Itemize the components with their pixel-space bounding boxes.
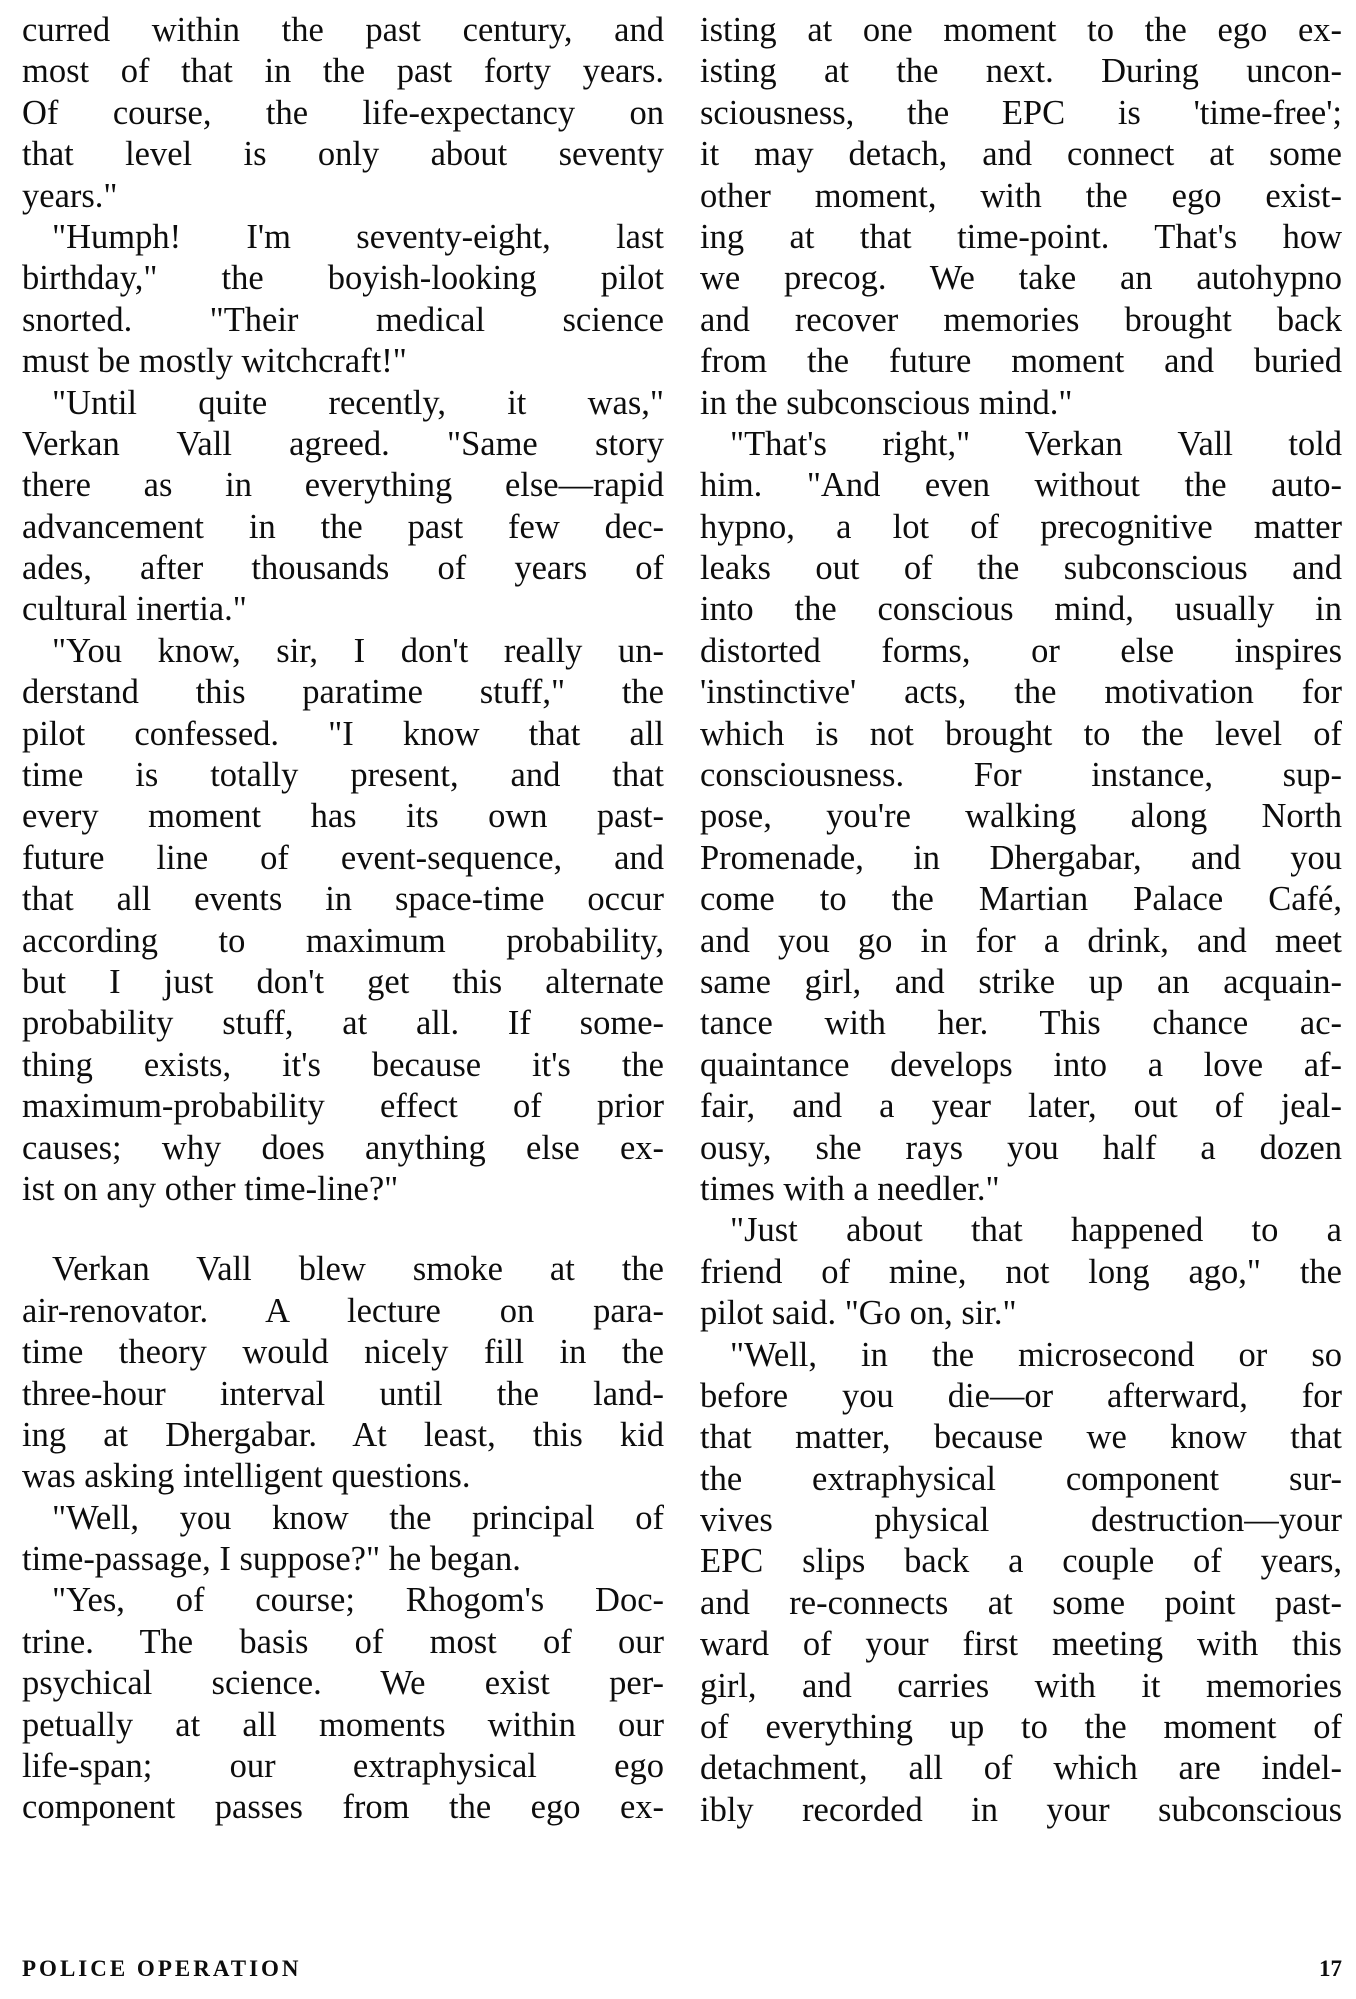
- text-line: according to maximum probability,: [22, 921, 664, 960]
- text-line: it may detach, and connect at some: [700, 135, 1342, 174]
- text-line: psychical science. We exist per-: [22, 1664, 664, 1703]
- text-block: [22, 1249, 664, 1828]
- text-line: causes; why does anything else ex-: [22, 1128, 664, 1167]
- text-line: Verkan Vall blew smoke at the: [52, 1250, 664, 1289]
- page-number: 17: [1319, 1956, 1342, 1981]
- text-line: birthday," the boyish-looking pilot: [22, 259, 664, 298]
- text-column-left: [22, 10, 664, 1829]
- text-line: advancement in the past few dec-: [22, 507, 664, 546]
- text-line: from the future moment and buried: [700, 342, 1342, 381]
- text-line: EPC slips back a couple of years,: [700, 1542, 1342, 1581]
- text-line: hypno, a lot of precognitive matter: [700, 507, 1342, 546]
- text-line: was asking intelligent questions.: [22, 1457, 471, 1496]
- text-line: ing at that time-point. That's how: [700, 217, 1342, 256]
- text-line: curred within the past century, and: [22, 11, 664, 49]
- text-line: there as in everything else—rapid: [22, 466, 664, 505]
- text-line: and recover memories brought back: [700, 300, 1342, 339]
- text-line: we precog. We take an autohypno: [700, 259, 1342, 298]
- text-line: Of course, the life-expectancy on: [22, 93, 664, 132]
- text-line: cultural inertia.": [22, 590, 247, 629]
- text-block: [700, 10, 1342, 1831]
- text-line: most of that in the past forty years.: [22, 52, 664, 91]
- text-line: time-passage, I suppose?" he began.: [22, 1540, 521, 1579]
- text-line: him. "And even without the auto-: [700, 466, 1342, 505]
- text-line: times with a needler.": [700, 1169, 1000, 1208]
- text-block: [22, 10, 664, 1210]
- text-line: maximum-probability effect of prior: [22, 1087, 664, 1126]
- text-line: must be mostly witchcraft!": [22, 342, 407, 381]
- text-line: three-hour interval until the land-: [22, 1374, 664, 1413]
- text-line: and you go in for a drink, and meet: [700, 921, 1342, 960]
- text-line: tance with her. This chance ac-: [700, 1004, 1342, 1043]
- text-line: air-renovator. A lecture on para-: [22, 1291, 664, 1330]
- text-line: pilot confessed. "I know that all: [22, 714, 664, 753]
- text-line: detachment, all of which are indel-: [700, 1749, 1342, 1788]
- running-head: POLICE OPERATION: [22, 1956, 302, 1981]
- text-line: component passes from the ego ex-: [22, 1788, 664, 1827]
- text-line: same girl, and strike up an acquain-: [700, 962, 1342, 1001]
- text-line: the extraphysical component sur-: [700, 1459, 1342, 1498]
- text-line: vives physical destruction—your: [700, 1501, 1342, 1540]
- text-line: Promenade, in Dhergabar, and you: [700, 838, 1342, 877]
- text-line: probability stuff, at all. If some-: [22, 1004, 664, 1043]
- text-line: "Yes, of course; Rhogom's Doc-: [52, 1581, 664, 1620]
- text-line: before you die—or afterward, for: [700, 1376, 1342, 1415]
- text-line: that all events in space-time occur: [22, 880, 664, 919]
- text-line: "Until quite recently, it was,": [52, 383, 664, 422]
- text-line: snorted. "Their medical science: [22, 300, 664, 339]
- text-line: come to the Martian Palace Café,: [700, 880, 1342, 919]
- text-line: that level is only about seventy: [22, 135, 664, 174]
- text-line: petually at all moments within our: [22, 1705, 664, 1744]
- text-line: future line of event-sequence, and: [22, 838, 664, 877]
- text-column-right: [700, 10, 1342, 1831]
- text-line: derstand this paratime stuff," the: [22, 673, 664, 712]
- page-footer: [22, 1956, 1342, 1986]
- text-line: girl, and carries with it memories: [700, 1666, 1342, 1705]
- text-line: ing at Dhergabar. At least, this kid: [22, 1415, 664, 1454]
- text-line: "Well, you know the principal of: [52, 1498, 664, 1537]
- text-line: in the subconscious mind.": [700, 383, 1073, 422]
- text-line: into the conscious mind, usually in: [700, 590, 1342, 629]
- text-line: Verkan Vall agreed. "Same story: [22, 424, 664, 463]
- text-line: friend of mine, not long ago," the: [700, 1252, 1342, 1291]
- text-line: ibly recorded in your subconscious: [700, 1790, 1342, 1829]
- text-line: life-span; our extraphysical ego: [22, 1747, 664, 1786]
- text-line: isting at the next. During uncon-: [700, 52, 1342, 91]
- section-break: [22, 1210, 664, 1249]
- text-line: distorted forms, or else inspires: [700, 631, 1342, 670]
- text-line: "Humph! I'm seventy-eight, last: [52, 217, 664, 256]
- text-line: every moment has its own past-: [22, 797, 664, 836]
- text-line: "You know, sir, I don't really un-: [52, 631, 664, 670]
- text-line: ousy, she rays you half a dozen: [700, 1128, 1342, 1167]
- text-line: which is not brought to the level of: [700, 714, 1342, 753]
- text-line: ward of your first meeting with this: [700, 1625, 1342, 1664]
- text-line: thing exists, it's because it's the: [22, 1045, 664, 1084]
- text-line: other moment, with the ego exist-: [700, 176, 1342, 215]
- text-line: consciousness. For instance, sup-: [700, 756, 1342, 795]
- text-line: but I just don't get this alternate: [22, 962, 664, 1001]
- text-line: and re-connects at some point past-: [700, 1583, 1342, 1622]
- text-line: quaintance develops into a love af-: [700, 1045, 1342, 1084]
- text-line: pose, you're walking along North: [700, 797, 1342, 836]
- text-line: isting at one moment to the ego ex-: [700, 11, 1342, 49]
- text-line: sciousness, the EPC is 'time-free';: [700, 93, 1342, 132]
- text-line: leaks out of the subconscious and: [700, 549, 1342, 588]
- text-line: "That's right," Verkan Vall told: [730, 424, 1342, 463]
- text-line: pilot said. "Go on, sir.": [700, 1294, 1017, 1333]
- text-line: "Well, in the microsecond or so: [730, 1335, 1342, 1374]
- text-line: 'instinctive' acts, the motivation for: [700, 673, 1342, 712]
- text-line: ist on any other time-line?": [22, 1169, 399, 1208]
- text-line: fair, and a year later, out of jeal-: [700, 1087, 1342, 1126]
- text-line: of everything up to the moment of: [700, 1708, 1342, 1747]
- text-line: time theory would nicely fill in the: [22, 1333, 664, 1372]
- text-line: ades, after thousands of years of: [22, 549, 664, 588]
- text-line: that matter, because we know that: [700, 1418, 1342, 1457]
- text-line: "Just about that happened to a: [730, 1211, 1342, 1250]
- text-line: years.": [22, 176, 118, 215]
- text-line: trine. The basis of most of our: [22, 1622, 664, 1661]
- text-line: time is totally present, and that: [22, 756, 664, 795]
